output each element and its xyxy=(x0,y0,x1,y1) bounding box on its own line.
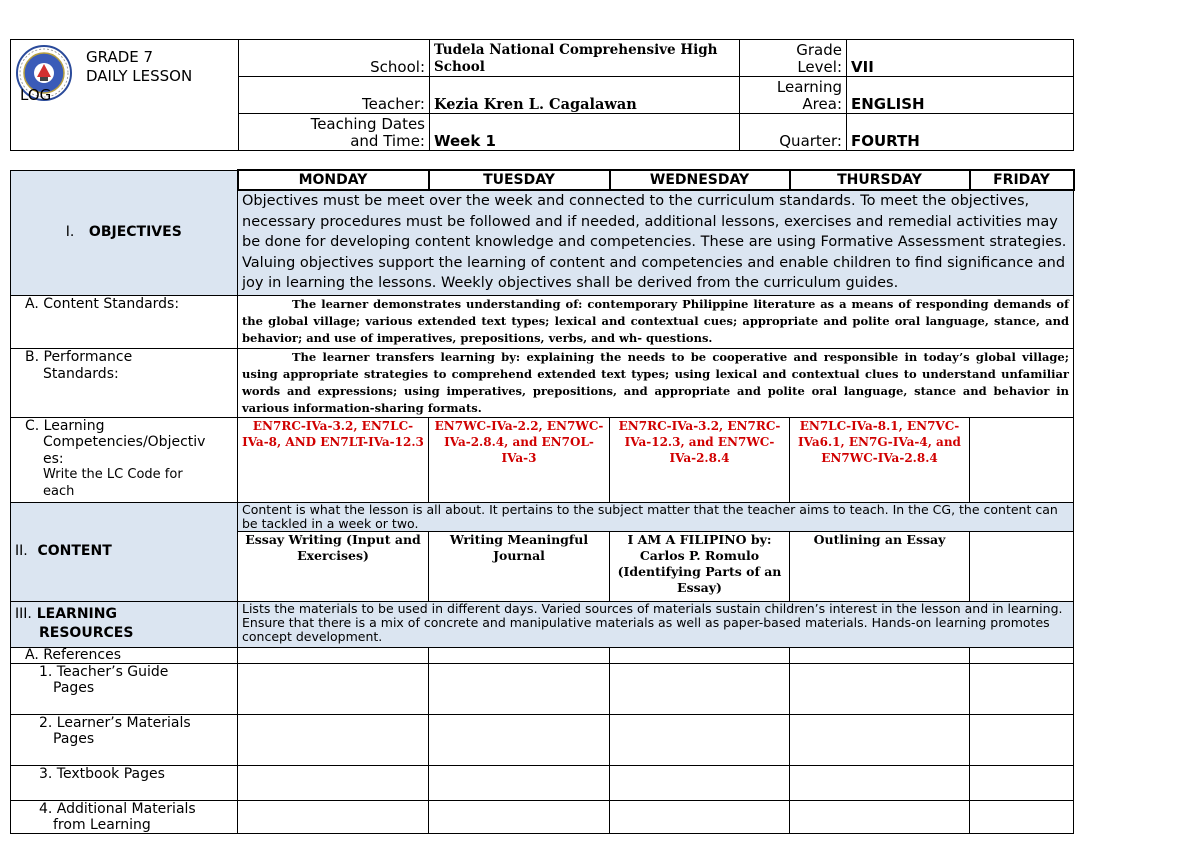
tb-cell xyxy=(790,765,970,800)
dates-label-line2: and Time: xyxy=(350,132,425,150)
tg-cell xyxy=(238,663,429,714)
objectives-title: OBJECTIVES xyxy=(88,224,182,240)
competencies-label xyxy=(11,417,238,502)
additional-materials-label xyxy=(11,800,238,833)
am-cell xyxy=(970,800,1074,833)
grade-label-line2: Level: xyxy=(797,58,842,76)
lc-code-thursday: EN7LC-IVa-8.1, EN7VC-IVa6.1, EN7G-IVa-4, and EN7WC-IVa-2.8.4 xyxy=(790,417,970,502)
area-label-line2: Area: xyxy=(802,95,842,113)
textbook-pages-label xyxy=(11,765,238,800)
tb-cell xyxy=(970,765,1074,800)
performance-label-line2: Standards: xyxy=(43,365,119,382)
learning-resources-line1 xyxy=(15,605,233,624)
lc-code-tuesday: EN7WC-IVa-2.2, EN7WC-IVa-2.8.4, and EN7OL-IVa-3 xyxy=(429,417,610,502)
tb-cell xyxy=(610,765,790,800)
content-num: II. xyxy=(15,543,28,559)
content-text: Content is what the lesson is all about. It pertains to the subject matter that the teacher aims to teach. In the CG, the content can be tackled in a week or two. xyxy=(238,502,1074,531)
page-title xyxy=(86,48,192,86)
references-label: A. References xyxy=(11,647,238,663)
dates-label xyxy=(239,114,430,151)
learning-resources-text: Lists the materials to be used in different days. Varied sources of materials sustain children’s interest in the lesson and in learning. Ensure that there is a mix of concrete and manipulative materials as well as paper-based materials. Hands-on learning promotes concept development. xyxy=(238,601,1074,647)
objectives-num: I. xyxy=(65,224,75,240)
topic-tuesday: Writing Meaningful Journal xyxy=(429,531,610,601)
dates-value: Week 1 xyxy=(430,114,740,151)
quarter-value: FOURTH xyxy=(847,114,1074,151)
learning-resources-title-2: RESOURCES xyxy=(39,625,134,641)
lm-cell xyxy=(429,714,610,765)
day-wednesday: WEDNESDAY xyxy=(610,170,790,190)
day-header-row xyxy=(11,170,1074,190)
competencies-label-line1: C. Learning xyxy=(25,417,105,434)
tg-cell xyxy=(610,663,790,714)
tb-cell xyxy=(429,765,610,800)
topic-monday: Essay Writing (Input and Exercises) xyxy=(238,531,429,601)
am-cell xyxy=(790,800,970,833)
competencies-label-line3: es: xyxy=(43,450,64,467)
title-line-2: DAILY LESSON xyxy=(86,67,193,85)
content-heading xyxy=(11,502,238,601)
lc-code-wednesday: EN7RC-IVa-3.2, EN7RC-IVa-12.3, and EN7WC-IVa-2.8.4 xyxy=(610,417,790,502)
objectives-text: Objectives must be meet over the week and connected to the curriculum standards. To meet the objectives, necessary procedures must be followed and if needed, additional lessons, exercises and remedial activities may be done for developing content knowledge and competencies. These are using Formative Assessment strategies. Valuing objectives support the learning of content and competencies and enable children to find significance and joy in learning the lessons. Weekly objectives shall be derived from the curriculum guides. xyxy=(238,190,1074,295)
area-label-line1: Learning xyxy=(776,78,842,96)
am-cell xyxy=(429,800,610,833)
learning-resources-num: III. xyxy=(15,606,32,622)
title-line-3: LOG xyxy=(20,86,52,104)
title-line-1: GRADE 7 xyxy=(86,48,154,66)
ref-cell xyxy=(238,647,429,663)
ref-cell xyxy=(790,647,970,663)
learning-resources-heading xyxy=(11,601,238,647)
objectives-heading xyxy=(11,170,238,295)
day-friday: FRIDAY xyxy=(970,170,1074,190)
tg-cell xyxy=(970,663,1074,714)
learners-materials-line2: Pages xyxy=(53,730,95,747)
tb-cell xyxy=(238,765,429,800)
tg-cell xyxy=(790,663,970,714)
performance-standards-text: The learner transfers learning by: explaining the needs to be cooperative and responsible in today’s global village; using appropriate strategies to comprehend extended text types; using lexical and contextual clues to understand unfamiliar words and expressions; using imperatives, prepositions, and appropriate and polite oral language, stance and behavior in various information-sharing formats. xyxy=(238,348,1074,417)
am-cell xyxy=(610,800,790,833)
teachers-guide-label xyxy=(11,663,238,714)
day-monday: MONDAY xyxy=(238,170,429,190)
teachers-guide-line2: Pages xyxy=(53,679,95,696)
school-value: Tudela National Comprehensive High School xyxy=(430,40,740,77)
school-label: School: xyxy=(239,40,430,77)
ref-cell xyxy=(610,647,790,663)
grade-value: VII xyxy=(847,40,1074,77)
dates-label-line1: Teaching Dates xyxy=(310,115,425,133)
am-cell xyxy=(238,800,429,833)
learning-resources-title-1: LEARNING xyxy=(36,606,117,622)
additional-materials-line2: from Learning xyxy=(53,816,151,833)
lc-code-friday xyxy=(970,417,1074,502)
teacher-label: Teacher: xyxy=(239,77,430,114)
topic-thursday: Outlining an Essay xyxy=(790,531,970,601)
content-standards-label: A. Content Standards: xyxy=(11,295,238,348)
teacher-value: Kezia Kren L. Cagalawan xyxy=(430,77,740,114)
additional-materials-line1: 4. Additional Materials xyxy=(39,800,196,817)
ref-cell xyxy=(429,647,610,663)
lm-cell xyxy=(610,714,790,765)
area-value: ENGLISH xyxy=(847,77,1074,114)
textbook-pages-line1: 3. Textbook Pages xyxy=(39,765,165,782)
quarter-label: Quarter: xyxy=(740,114,847,151)
learners-materials-label xyxy=(11,714,238,765)
competencies-label-line4: Write the LC Code for xyxy=(43,467,183,482)
teachers-guide-line1: 1. Teacher’s Guide xyxy=(39,663,169,680)
title-cell xyxy=(11,40,239,151)
lc-code-monday: EN7RC-IVa-3.2, EN7LC-IVa-8, AND EN7LT-IVa-12.3 xyxy=(238,417,429,502)
competencies-label-line2: Competencies/Objectiv xyxy=(43,434,206,450)
performance-label-line1: B. Performance xyxy=(25,348,133,365)
topic-wednesday: I AM A FILIPINO by: Carlos P. Romulo (Identifying Parts of an Essay) xyxy=(610,531,790,601)
lm-cell xyxy=(238,714,429,765)
grade-label-line1: Grade xyxy=(796,41,842,59)
content-standards-text: The learner demonstrates understanding of: contemporary Philippine literature as a means of responding demands of the global village; various extended text types; lexical and contextual cues; appropriate and polite oral language, stance, and behavior; and use of imperatives, prepositions, verbs, and wh- questions. xyxy=(238,295,1074,348)
performance-standards-label xyxy=(11,348,238,417)
area-label xyxy=(740,77,847,114)
header-table xyxy=(10,39,1074,151)
lesson-plan-table xyxy=(10,169,1075,834)
competencies-label-line5: each xyxy=(43,483,75,499)
ref-cell xyxy=(970,647,1074,663)
grade-label xyxy=(740,40,847,77)
lm-cell xyxy=(790,714,970,765)
lm-cell xyxy=(970,714,1074,765)
topic-friday xyxy=(970,531,1074,601)
day-thursday: THURSDAY xyxy=(790,170,970,190)
learners-materials-line1: 2. Learner’s Materials xyxy=(39,714,191,731)
day-tuesday: TUESDAY xyxy=(429,170,610,190)
tg-cell xyxy=(429,663,610,714)
content-title: CONTENT xyxy=(37,543,112,559)
